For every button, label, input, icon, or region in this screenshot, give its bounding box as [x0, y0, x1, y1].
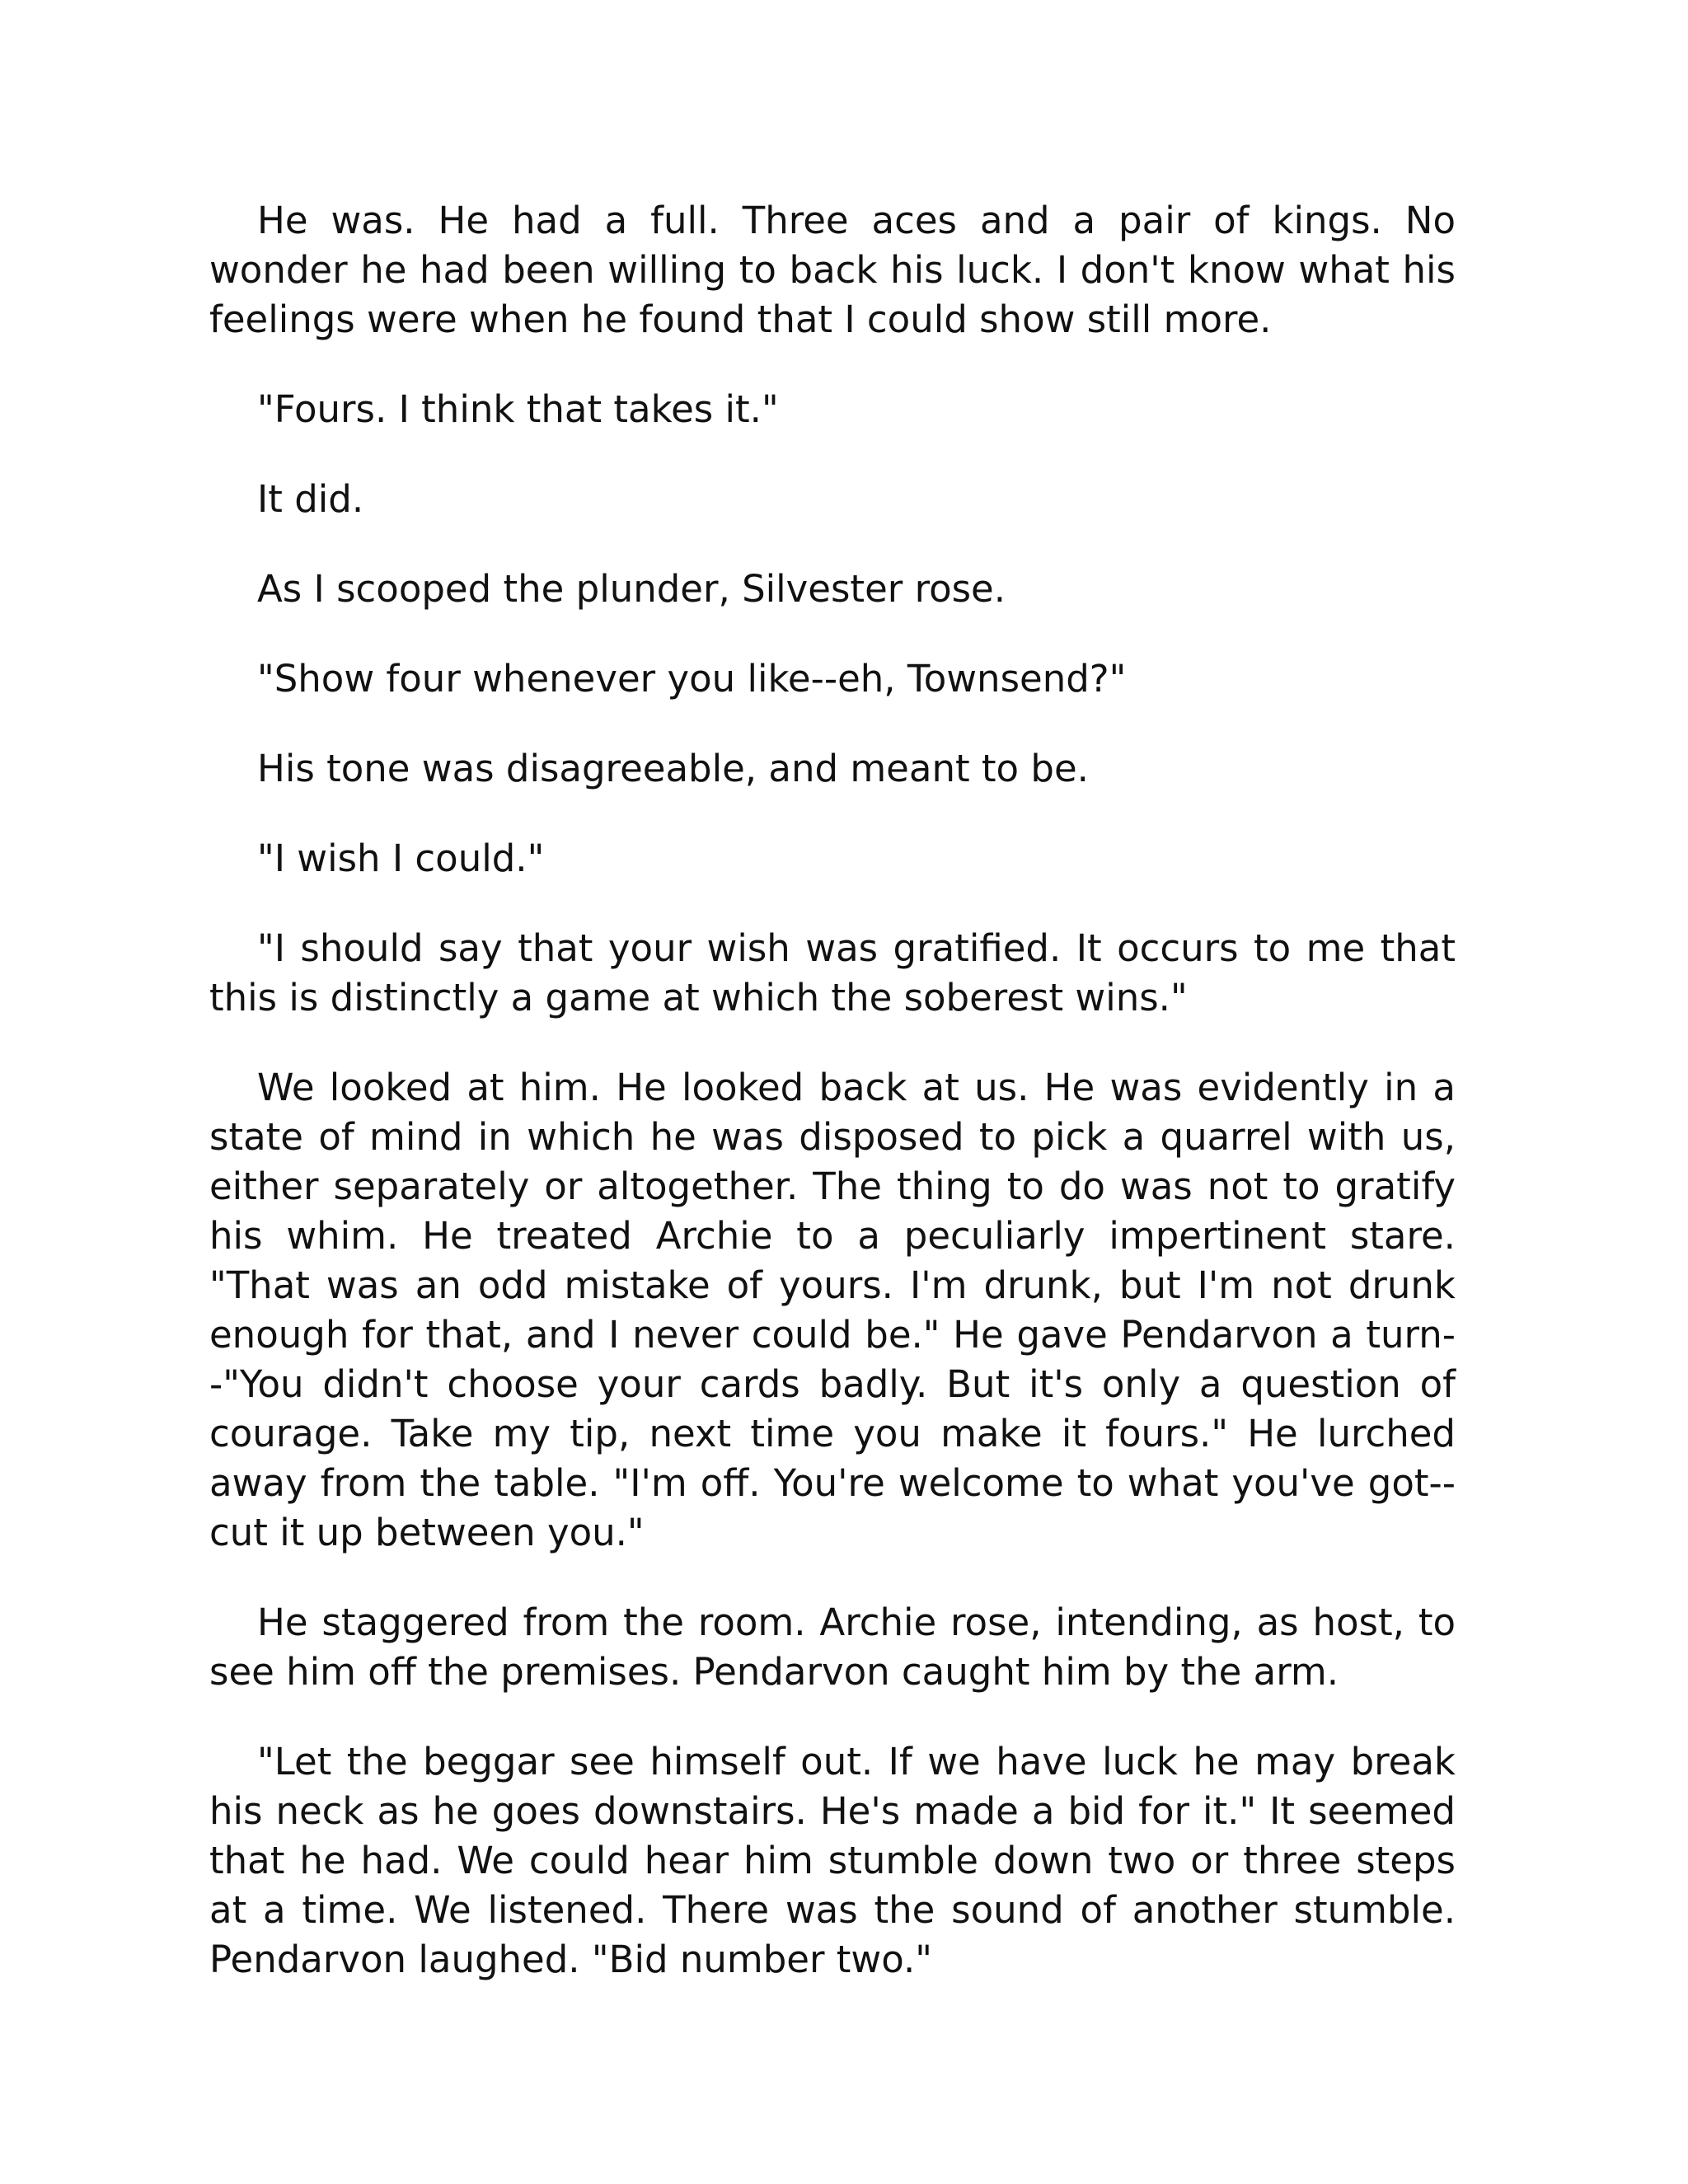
paragraph-3: It did.: [257, 477, 364, 521]
paragraph-7: "I wish I could.": [257, 837, 545, 880]
paragraph-10: He staggered from the room. Archie rose, intending, as host, to see him off the premises. Pendarvon caught him by the arm.: [209, 1601, 1456, 1694]
paragraph-11: "Let the beggar see himself out. If we have luck he may break his neck as he goes downstairs. He's made a bid for it." It seemed that he had. We could hear him stumble down two or three steps at a time. We listened. There was the sound of another stumble. Pendarvon laughed. "Bid number two.": [209, 1740, 1456, 1981]
paragraph-2: "Fours. I think that takes it.": [257, 387, 779, 431]
paragraph-4: As I scooped the plunder, Silvester rose.: [257, 567, 1006, 611]
paragraph-5: "Show four whenever you like--eh, Townsend?": [257, 657, 1127, 701]
paragraph-6: His tone was disagreeable, and meant to be.: [257, 747, 1089, 790]
book-page: [209, 196, 1456, 2025]
paragraph-9: We looked at him. He looked back at us. He was evidently in a state of mind in which he was disposed to pick a quarrel with us, either separately or altogether. The thing to do was not to gratify his whim. He treated Archie to a peculiarly impertinent stare. "That was an odd mistake of yours. I'm drunk, but I'm not drunk enough for that, and I never could be." He gave Pendarvon a turn--"You didn't choose your cards badly. But it's only a question of courage. Take my tip, next time you make it fours." He lurched away from the table. "I'm off. You're welcome to what you've got--cut it up between you.": [209, 1066, 1456, 1554]
paragraph-1: He was. He had a full. Three aces and a pair of kings. No wonder he had been willing to back his luck. I don't know what his feelings were when he found that I could show still more.: [209, 199, 1456, 341]
paragraph-8: "I should say that your wish was gratified. It occurs to me that this is distinctly a game at which the soberest wins.": [209, 926, 1456, 1019]
